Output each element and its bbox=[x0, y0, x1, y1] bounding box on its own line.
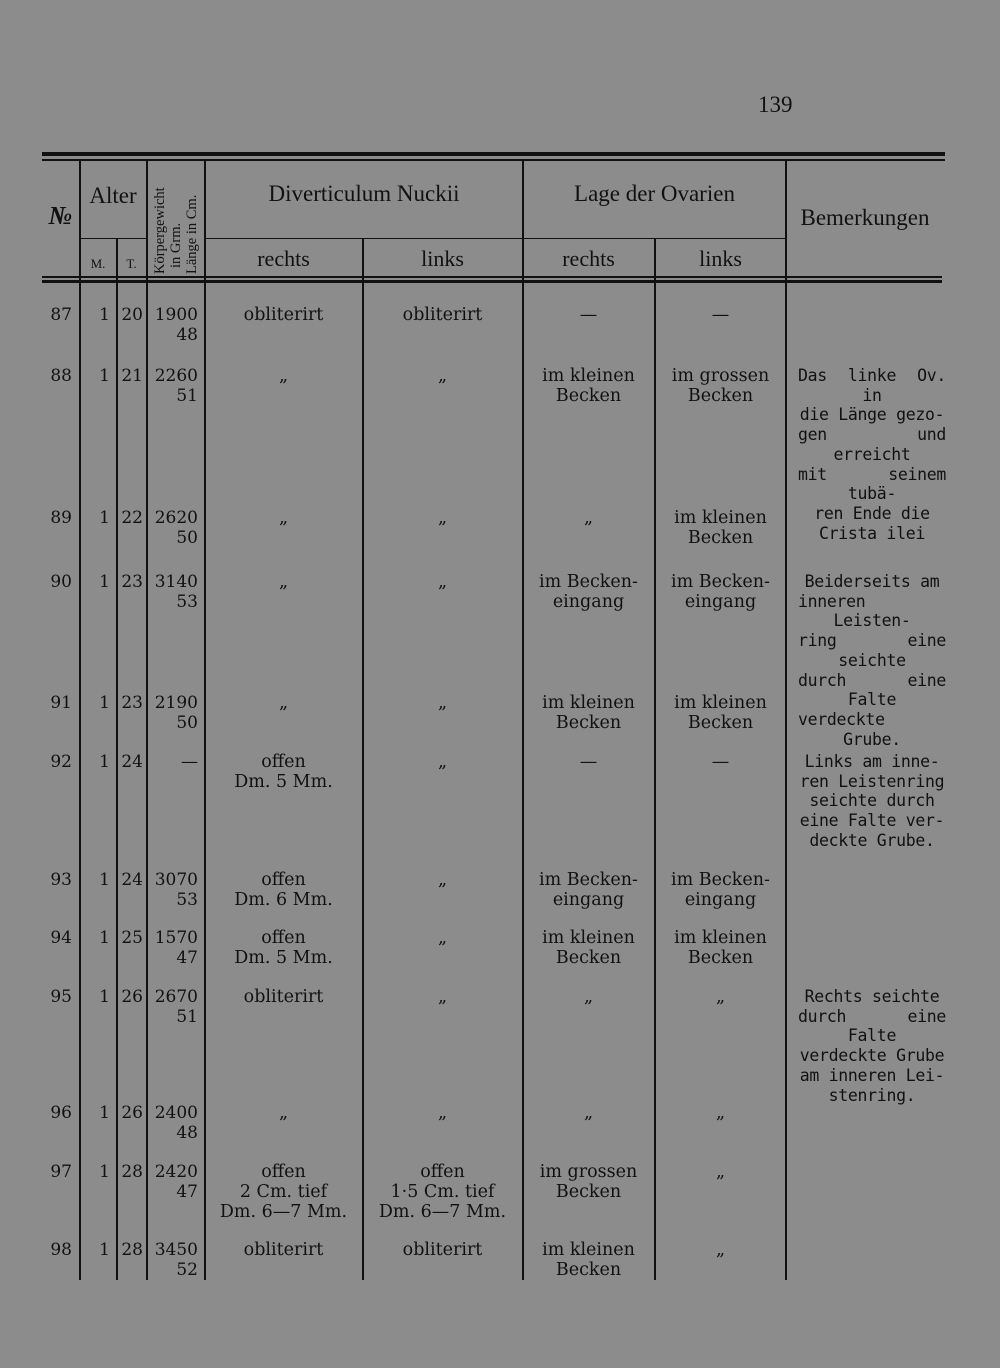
cell-alter-m: 1 bbox=[99, 1162, 110, 1182]
cell-alter-t: 23 bbox=[121, 572, 143, 592]
cell-alter-m: 1 bbox=[99, 870, 110, 890]
cell-div-rechts: „ bbox=[278, 366, 289, 386]
cell-no: 90 bbox=[50, 572, 72, 592]
cell-laenge: 53 bbox=[176, 592, 198, 612]
top-rule-thick bbox=[42, 152, 945, 156]
cell-div-rechts: offen Dm. 6 Mm. bbox=[234, 870, 333, 910]
header-lage-links: links bbox=[699, 246, 742, 271]
cell-alter-t: 26 bbox=[121, 987, 143, 1007]
header-div-links: links bbox=[421, 246, 464, 271]
cell-div-links: „ bbox=[437, 870, 448, 890]
cell-laenge: 53 bbox=[176, 890, 198, 910]
cell-bemerkungen: Beiderseits am inneren Leisten- ring eine seichte durch eine Falte verdeckte Grube. bbox=[798, 572, 946, 749]
cell-lage-rechts: im kleinen Becken bbox=[542, 928, 635, 968]
cell-div-links: „ bbox=[437, 752, 448, 772]
cell-alter-m: 1 bbox=[99, 693, 110, 713]
cell-no: 94 bbox=[50, 928, 72, 948]
cell-div-rechts: „ bbox=[278, 572, 289, 592]
cell-no: 91 bbox=[50, 693, 72, 713]
header-koerper bbox=[144, 168, 206, 276]
cell-lage-links: „ bbox=[715, 987, 726, 1007]
cell-alter-m: 1 bbox=[99, 1103, 110, 1123]
header-lage: Lage der Ovarien bbox=[574, 181, 735, 206]
cell-no: 92 bbox=[50, 752, 72, 772]
cell-div-links: „ bbox=[437, 508, 448, 528]
cell-lage-links: „ bbox=[715, 1103, 726, 1123]
cell-div-links: „ bbox=[437, 1103, 448, 1123]
cell-lage-links: — bbox=[711, 305, 730, 325]
cell-div-rechts: „ bbox=[278, 508, 289, 528]
cell-lage-rechts: im Becken- eingang bbox=[539, 870, 638, 910]
cell-bemerkungen: Rechts seichte durch eine Falte verdeckte Grube am inneren Lei- stenring. bbox=[798, 987, 946, 1105]
cell-lage-rechts: — bbox=[579, 305, 598, 325]
cell-alter-m: 1 bbox=[99, 305, 110, 325]
cell-div-rechts: offen Dm. 5 Mm. bbox=[234, 752, 333, 792]
cell-laenge: 47 bbox=[176, 1182, 198, 1202]
cell-lage-links: im kleinen Becken bbox=[674, 928, 767, 968]
cell-lage-rechts: im kleinen Becken bbox=[542, 366, 635, 406]
cell-gewicht: 2420 bbox=[154, 1162, 198, 1182]
cell-lage-rechts: im Becken- eingang bbox=[539, 572, 638, 612]
header-koerper-line1: Körpergewicht bbox=[152, 187, 168, 274]
cell-lage-rechts: „ bbox=[583, 508, 594, 528]
header-lage-rechts: rechts bbox=[562, 246, 615, 271]
cell-lage-links: im kleinen Becken bbox=[674, 693, 767, 733]
cell-lage-rechts: — bbox=[579, 752, 598, 772]
header-alter-m: M. bbox=[90, 256, 106, 271]
cell-gewicht: 1900 bbox=[154, 305, 198, 325]
header-rule-thick bbox=[42, 280, 942, 283]
cell-no: 98 bbox=[50, 1240, 72, 1260]
cell-div-rechts: obliterirt bbox=[243, 987, 324, 1007]
cell-lage-links: — bbox=[711, 752, 730, 772]
cell-no: 87 bbox=[50, 305, 72, 325]
cell-alter-m: 1 bbox=[99, 366, 110, 386]
cell-div-links: obliterirt bbox=[402, 305, 483, 325]
cell-no: 96 bbox=[50, 1103, 72, 1123]
cell-lage-links: im kleinen Becken bbox=[674, 508, 767, 548]
cell-gewicht: 3070 bbox=[154, 870, 198, 890]
header-div-rechts: rechts bbox=[257, 246, 310, 271]
cell-alter-m: 1 bbox=[99, 508, 110, 528]
header-alter-t: T. bbox=[126, 256, 137, 271]
cell-alter-t: 28 bbox=[121, 1162, 143, 1182]
header-diverticulum: Diverticulum Nuckii bbox=[268, 181, 460, 206]
header-number: № bbox=[48, 201, 73, 230]
cell-alter-t: 26 bbox=[121, 1103, 143, 1123]
cell-gewicht: 3450 bbox=[154, 1240, 198, 1260]
cell-alter-t: 22 bbox=[121, 508, 143, 528]
cell-bemerkungen: Links am inne- ren Leistenring seichte durch eine Falte ver- deckte Grube. bbox=[799, 752, 945, 850]
cell-div-links: „ bbox=[437, 693, 448, 713]
alter-sub-rule bbox=[80, 238, 146, 239]
cell-div-rechts: offen Dm. 5 Mm. bbox=[234, 928, 333, 968]
cell-laenge: 47 bbox=[176, 948, 198, 968]
cell-no: 88 bbox=[50, 366, 72, 386]
cell-gewicht: 2400 bbox=[154, 1103, 198, 1123]
header-koerper-line2: in Grm. bbox=[168, 222, 184, 268]
cell-alter-m: 1 bbox=[99, 752, 110, 772]
page-number: 139 bbox=[758, 92, 793, 117]
cell-div-rechts: obliterirt bbox=[243, 1240, 324, 1260]
cell-no: 93 bbox=[50, 870, 72, 890]
cell-lage-links: im Becken- eingang bbox=[671, 572, 770, 612]
cell-div-rechts: obliterirt bbox=[243, 305, 324, 325]
cell-laenge: 50 bbox=[176, 713, 198, 733]
cell-lage-rechts: im kleinen Becken bbox=[542, 693, 635, 733]
cell-div-links: „ bbox=[437, 572, 448, 592]
cell-gewicht: 2670 bbox=[154, 987, 198, 1007]
cell-lage-rechts: im grossen Becken bbox=[539, 1162, 638, 1202]
cell-bemerkungen: Das linke Ov. in die Länge gezo- gen und erreicht mit seinem tubä- ren Ende die Crista ilei bbox=[798, 366, 946, 543]
cell-alter-t: 24 bbox=[121, 752, 143, 772]
cell-alter-t: 20 bbox=[121, 305, 143, 325]
cell-div-rechts: „ bbox=[278, 1103, 289, 1123]
cell-laenge: 52 bbox=[176, 1260, 198, 1280]
cell-div-links: obliterirt bbox=[402, 1240, 483, 1260]
cell-div-links: „ bbox=[437, 366, 448, 386]
div-sub-rule bbox=[205, 238, 523, 239]
cell-lage-rechts: „ bbox=[583, 1103, 594, 1123]
cell-alter-t: 25 bbox=[121, 928, 143, 948]
cell-gewicht: 2620 bbox=[154, 508, 198, 528]
cell-gewicht: 2260 bbox=[154, 366, 198, 386]
cell-no: 89 bbox=[50, 508, 72, 528]
cell-alter-m: 1 bbox=[99, 1240, 110, 1260]
cell-div-rechts: offen 2 Cm. tief Dm. 6—7 Mm. bbox=[219, 1162, 348, 1222]
cell-alter-t: 24 bbox=[121, 870, 143, 890]
cell-div-rechts: „ bbox=[278, 693, 289, 713]
cell-alter-t: 23 bbox=[121, 693, 143, 713]
header-bemerkungen: Bemerkungen bbox=[800, 205, 930, 230]
header-alter: Alter bbox=[89, 183, 137, 208]
cell-laenge: 51 bbox=[176, 1007, 198, 1027]
cell-gewicht: — bbox=[181, 752, 198, 772]
cell-alter-m: 1 bbox=[99, 928, 110, 948]
cell-lage-rechts: im kleinen Becken bbox=[542, 1240, 635, 1280]
cell-div-links: offen 1·5 Cm. tief Dm. 6—7 Mm. bbox=[378, 1162, 507, 1222]
cell-lage-links: „ bbox=[715, 1162, 726, 1182]
cell-alter-m: 1 bbox=[99, 572, 110, 592]
cell-gewicht: 2190 bbox=[154, 693, 198, 713]
cell-alter-t: 28 bbox=[121, 1240, 143, 1260]
cell-laenge: 51 bbox=[176, 386, 198, 406]
cell-lage-links: im Becken- eingang bbox=[671, 870, 770, 910]
top-rule-thin bbox=[42, 159, 945, 161]
header-koerper-line3: Länge in Cm. bbox=[184, 194, 200, 274]
cell-gewicht: 1570 bbox=[154, 928, 198, 948]
cell-no: 97 bbox=[50, 1162, 72, 1182]
cell-lage-links: „ bbox=[715, 1240, 726, 1260]
cell-lage-rechts: „ bbox=[583, 987, 594, 1007]
cell-alter-t: 21 bbox=[121, 366, 143, 386]
cell-lage-links: im grossen Becken bbox=[671, 366, 770, 406]
cell-no: 95 bbox=[50, 987, 72, 1007]
cell-laenge: 48 bbox=[176, 325, 198, 345]
cell-gewicht: 3140 bbox=[154, 572, 198, 592]
cell-div-links: „ bbox=[437, 928, 448, 948]
cell-laenge: 50 bbox=[176, 528, 198, 548]
cell-div-links: „ bbox=[437, 987, 448, 1007]
header-rule-thin bbox=[42, 276, 942, 278]
cell-laenge: 48 bbox=[176, 1123, 198, 1143]
cell-alter-m: 1 bbox=[99, 987, 110, 1007]
